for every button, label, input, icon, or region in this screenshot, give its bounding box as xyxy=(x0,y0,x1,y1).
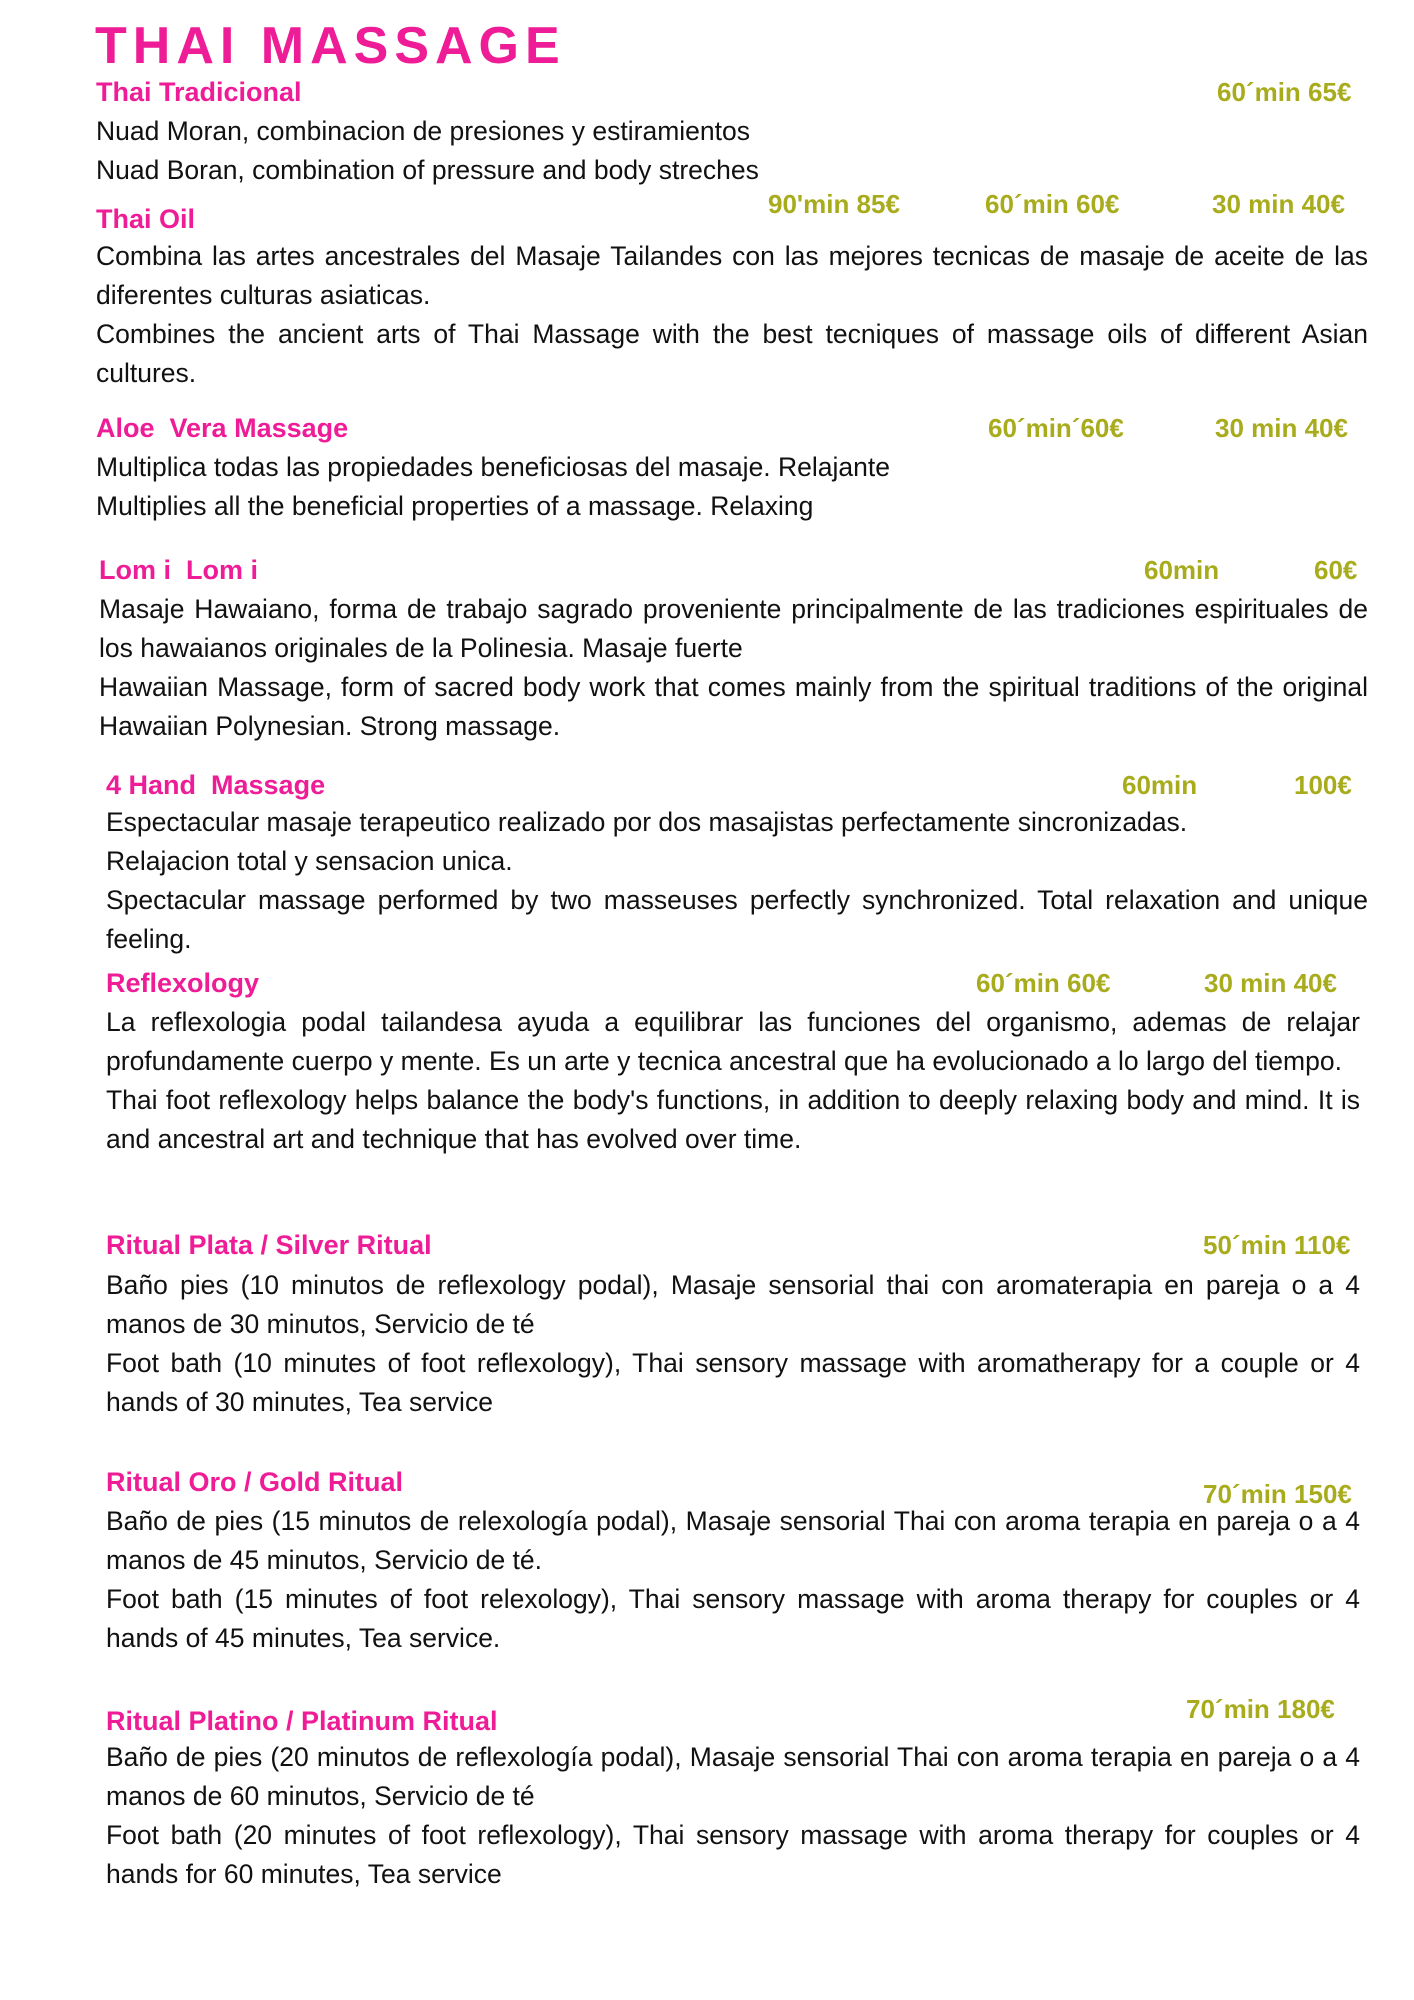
item-price: 60´min 60€ xyxy=(985,189,1120,219)
description-es: Multiplica todas las propiedades beneficiosas del masaje. Relajante xyxy=(96,452,890,482)
item-description xyxy=(106,803,1368,959)
item-price: 30 min 40€ xyxy=(1215,413,1348,443)
item-price: 60min xyxy=(1144,555,1220,585)
item-price: 60´min´60€ xyxy=(988,413,1124,443)
description-es: Combina las artes ancestrales del Masaje Tailandes con las mejores tecnicas de masaje de aceite de las diferentes culturas asiaticas. xyxy=(96,241,1368,310)
item-price: 30 min 40€ xyxy=(1204,968,1337,998)
item-description xyxy=(96,237,1368,393)
item-name: 4 Hand Massage xyxy=(106,770,326,800)
item-price: 100€ xyxy=(1294,770,1352,800)
item-price: 60´min 65€ xyxy=(1217,77,1352,107)
description-es: Baño pies (10 minutos de reflexology podal), Masaje sensorial thai con aromaterapia en pareja o a 4 manos de 30 minutos, Servicio de té xyxy=(106,1270,1360,1339)
description-en: Multiplies all the beneficial properties of a massage. Relaxing xyxy=(96,491,814,521)
description-en: Foot bath (10 minutes of foot reflexology), Thai sensory massage with aromatherapy for a couple or 4 hands of 30 minutes, Tea service xyxy=(106,1348,1360,1417)
item-name: Lom i Lom i xyxy=(99,555,258,585)
item-description xyxy=(99,590,1368,746)
item-price: 50´min 110€ xyxy=(1203,1230,1351,1260)
description-en: Combines the ancient arts of Thai Massage with the best tecniques of massage oils of different Asian cultures. xyxy=(96,319,1368,388)
description-en: Thai foot reflexology helps balance the body's functions, in addition to deeply relaxing body and mind. It is and ancestral art and technique that has evolved over time. xyxy=(106,1085,1360,1154)
item-name: Thai Oil xyxy=(96,204,196,234)
item-price: 70´min 180€ xyxy=(1186,1694,1335,1724)
item-description xyxy=(106,1003,1360,1159)
item-price: 60€ xyxy=(1314,555,1358,585)
item-price: 60min xyxy=(1122,770,1198,800)
description-en: Nuad Boran, combination of pressure and body streches xyxy=(96,155,759,185)
item-name: Thai Tradicional xyxy=(96,77,302,107)
item-description xyxy=(96,448,1368,526)
description-es: Nuad Moran, combinacion de presiones y estiramientos xyxy=(96,116,750,146)
description-en: Foot bath (15 minutes of foot relexology), Thai sensory massage with aroma therapy for couples or 4 hands of 45 minutes, Tea service. xyxy=(106,1584,1360,1653)
item-description xyxy=(96,112,1096,190)
item-description xyxy=(106,1738,1360,1894)
item-name: Ritual Oro / Gold Ritual xyxy=(106,1467,403,1497)
description-en: Spectacular massage performed by two masseuses perfectly synchronized. Total relaxation and unique feeling. xyxy=(106,885,1368,954)
item-name: Reflexology xyxy=(106,968,260,998)
item-name: Aloe Vera Massage xyxy=(96,413,349,443)
item-description xyxy=(106,1266,1360,1422)
page-title: THAI MASSAGE xyxy=(95,17,566,75)
description-en: Foot bath (20 minutes of foot reflexology), Thai sensory massage with aroma therapy for couples or 4 hands for 60 minutes, Tea service xyxy=(106,1820,1360,1889)
item-name: Ritual Plata / Silver Ritual xyxy=(106,1230,432,1260)
item-price: 30 min 40€ xyxy=(1212,189,1345,219)
item-price: 60´min 60€ xyxy=(976,968,1111,998)
item-price: 70´min 150€ xyxy=(1203,1479,1352,1509)
description-es: Baño de pies (20 minutos de reflexología podal), Masaje sensorial Thai con aroma terapia en pareja o a 4 manos de 60 minutos, Servicio de té xyxy=(106,1742,1360,1811)
item-price: 90'min 85€ xyxy=(768,189,900,219)
description-es: Baño de pies (15 minutos de relexología podal), Masaje sensorial Thai con aroma terapia en pareja o a 4 manos de 45 minutos, Servicio de té. xyxy=(106,1506,1360,1575)
description-en: Hawaiian Massage, form of sacred body work that comes mainly from the spiritual traditions of the original Hawaiian Polynesian. Strong massage. xyxy=(99,672,1368,741)
item-name: Ritual Platino / Platinum Ritual xyxy=(106,1706,498,1736)
description-es: Masaje Hawaiano, forma de trabajo sagrado proveniente principalmente de las tradiciones espirituales de los hawaianos originales de la Polinesia. Masaje fuerte xyxy=(99,594,1368,663)
description-es: Espectacular masaje terapeutico realizado por dos masajistas perfectamente sincronizadas. Relajacion total y sensacion unica. xyxy=(106,807,1188,876)
description-es: La reflexologia podal tailandesa ayuda a equilibrar las funciones del organismo, ademas de relajar profundamente cuerpo y mente. Es un arte y tecnica ancestral que ha evolucionado a lo largo del tiempo. xyxy=(106,1007,1360,1076)
item-description xyxy=(106,1502,1360,1658)
